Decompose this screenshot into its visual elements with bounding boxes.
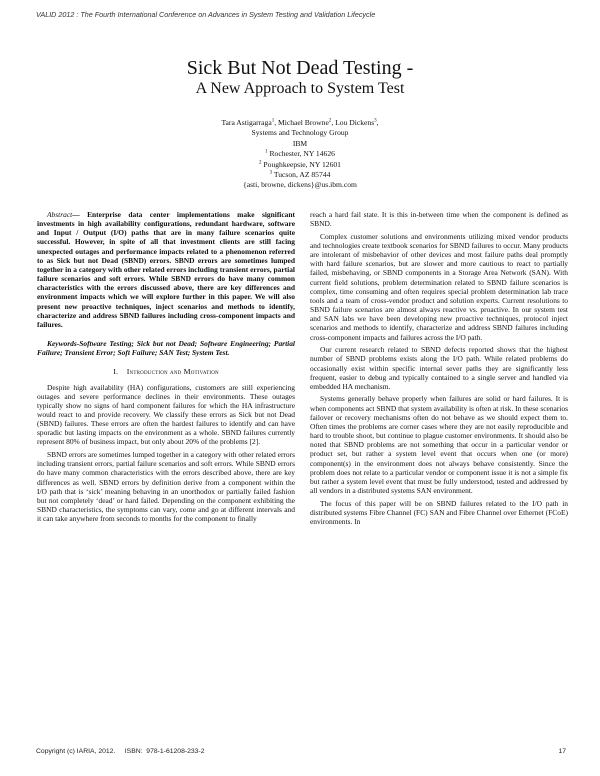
abstract [37, 210, 295, 329]
right-column [310, 210, 568, 530]
author-location-3: $^3$ Tucson, AZ 85744 [269, 170, 331, 180]
keywords: Keywords-Software Testing; Sick but not Dead; Software Engineering; Partial Failure; Transient Error; Soft Failure; SAN Test; System Test. [37, 339, 295, 358]
conference-header: VALID 2012 : The Fourth International Conference on Advances in System Testing and Validation Lifecycle [36, 10, 376, 19]
author-location-2: $^2$ Poughkeepsie, NY 12601 [259, 159, 341, 169]
paper-title-line1: Sick But Not Dead Testing - [186, 57, 414, 79]
author-group: Systems and Technology Group [251, 128, 349, 138]
abstract-label: Abstract [47, 210, 73, 219]
section-heading-1: I. Introduction and Motivation [113, 367, 219, 377]
left-column [37, 210, 295, 527]
paragraph: reach a hard fail state. It is this in-between time when the component is defined as SBND. [310, 210, 568, 229]
author-email: {asti, browne, dickens}@us.ibm.com [243, 180, 357, 190]
author-names: Tara Astigarraga$^1$, Michael Browne$^2$, Lou Dickens$^3$, [221, 118, 379, 127]
paragraph: Systems generally behave properly when failures are solid or hard failures. It is when components act SBND that system availability is often at risk. In these scenarios failover or recovery mechanisms often do not behave as we should expect them to. Often times the problems are corner cases where they are not easily reproducible and hard to trouble shoot, but continue to plague customer environments. It should also be noted that SBND problems are not something that occur in a particular vendor or product set, but rather a system level event that occurs when one (or more) component(s) in the environment does not always behave consistently. Since the problem does not relate to a particular vendor or component issue it is not a simple fix but rather a system level event that must be fully understood, tested and addressed by all vendors in a distributed systems SAN environment. [310, 394, 568, 496]
author-org: IBM [292, 138, 308, 148]
paragraph: Our current research related to SBND defects reported shows that the highest number of SBND problems exists along the I/O path. While related problems do occasionally exist within specific internal sever paths they are significantly less frequent, easier to debug and typically contained to a single server and handled via embedded HA mechanism. [310, 345, 568, 391]
paragraph: SBND errors are sometimes lumped together in a category with other related errors including transient errors, partial failure scenarios and soft errors. While SBND errors do have many common characteristics with the errors described above, there are key differences as well. SBND errors by definition derive from a component within the I/O path that is ‘sick’ meaning behaving in an unorthodox or partially failed fashion but not completely ‘dead’ or hard failed. Depending on the component exhibiting the SBND characteristics, the symptoms can vary, come and go at different intervals and it can take anywhere from seconds to months for the component to finally [37, 450, 295, 524]
author-location-1: $^1$ Rochester, NY 14626 [265, 149, 335, 159]
author-block [0, 118, 600, 191]
page-footer [36, 748, 566, 755]
copyright-text: Copyright (c) IARIA, 2012. ISBN: 978-1-61208-233-2 [36, 748, 205, 755]
page-number: 17 [558, 748, 566, 755]
paragraph: The focus of this paper will be on SBND failures related to the I/O path in distributed systems Fibre Channel (FC) SAN and Fibre Channel over Ethernet (FCoE) environments. In [310, 498, 568, 526]
abstract-text: — Enterprise data center implementations make significant investments in high availability configurations, redundant hardware, software and Input / Output (I/O) paths that are in many failure scenarios quite successful. However, in spite of all that investment clients are still facing unexpected outages and performance impacts related to a phenomenon referred to as Sick but not Dead (SBND) errors. SBND errors are sometimes lumped together in a category with other related errors including transient errors, partial failure scenarios and soft errors. While SBND errors do have many common characteristics with the errors discussed above, there are key differences and environment impacts which we will explore further in this paper. We will also present new proactive techniques, inject scenarios and methods to identify, characterize and address SBND failures including cross-component impacts and failures. [37, 210, 295, 329]
paragraph: Despite high availability (HA) configurations, customers are still experiencing outages and severe performance declines in their environments. These outages typically show no signs of hard component failures for which the HA infrastructure would react to and provide recovery. We classify these errors as Sick but not Dead (SBND) failures. These errors are often the hardest failures to identify and can have sporadic but lasting impacts on the environment as a whole. SBND failures currently represent 80% of business impact, but only about 20% of the problems [2]. [37, 382, 295, 447]
paper-title-line2: A New Approach to System Test [195, 80, 405, 97]
paragraph: Complex customer solutions and environments utilizing mixed vendor products and technologies create textbook scenarios for SBND failures to occur. Many products are intolerant of misbehavior of other devices and most failure paths deal promptly with hard failure scenarios, but are slower and more cautious to react to partially failed, misbehaving, or SBND components in a Storage Area Network (SAN). With current field solutions, problem determination related to SBND failure scenarios is complex, time consuming and often requires special problem determination lab trace tools and a team of cross-vendor product and solution experts. Current resolutions to SBND failure scenarios are almost always reactive vs. proactive. In our system test and SAN labs we have been developing new proactive techniques, protocol inject scenarios and methods to identify, characterize and address SBND failures including cross-component impacts and failures across the I/O path. [310, 231, 568, 342]
